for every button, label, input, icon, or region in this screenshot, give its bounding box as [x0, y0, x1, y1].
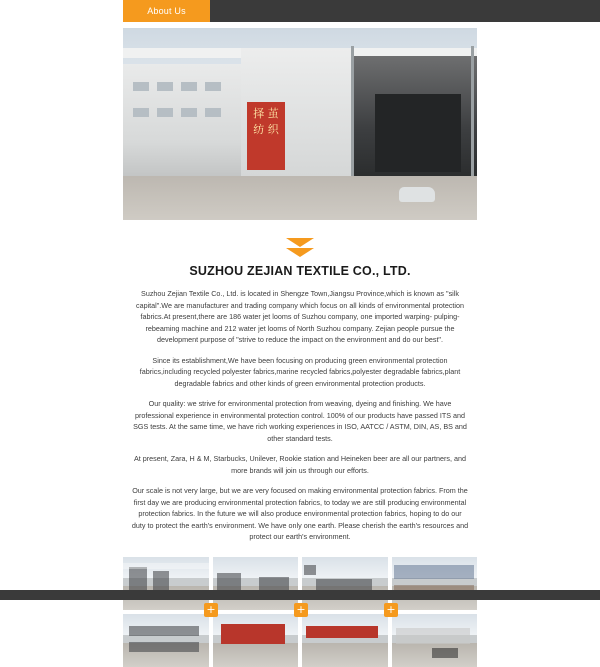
- about-text: [131, 288, 469, 543]
- header-bar: [0, 0, 600, 22]
- paragraph-1: Suzhou Zejian Textile Co., Ltd. is located in Shengze Town,Jiangsu Province,which is known as "silk capital".We are manufacturer and trading company which focus on all kinds of environmental protection fabrics.At present,there are 186 water jet looms of Suzhou company, one imported warping- pulping-rebeaming machine and 212 water jet looms of North Suzhou company. Zejian people pursue the development purpose of "strive to reduce the impact on the environment and do our best".: [135, 289, 465, 344]
- gallery-plus-2[interactable]: +: [294, 603, 308, 617]
- hero-red-banner: 择 茧 纺 织: [247, 102, 285, 170]
- hero-pole-1: [351, 46, 354, 176]
- gallery-item-5[interactable]: [123, 614, 209, 667]
- paragraph-3: Our quality: we strive for environmental protection from weaving, dyeing and finishing. We have professional experience in environmental protection control. 100% of our products have passed ITS and SGS tests. At the same time, we have rich working experiences in ISO, AATCC / ASTM, DIN, AS, BS and other standard tests.: [133, 399, 467, 443]
- footer-bar: [0, 590, 600, 600]
- footer-accent: [123, 590, 210, 600]
- hero-pole-2: [471, 46, 474, 176]
- page-title: SUZHOU ZEJIAN TEXTILE CO., LTD.: [189, 264, 411, 278]
- tab-about-us[interactable]: About Us: [123, 0, 210, 22]
- header-left-spacer: [0, 0, 123, 22]
- hero-vehicle: [399, 187, 435, 202]
- gallery-plus-1[interactable]: +: [204, 603, 218, 617]
- paragraph-5: Our scale is not very large, but we are very focused on making environmental protection fabrics. From the first day we are producing environmental protection fabrics, to today we are still producing environmental protection fabrics. In the future we will also produce environmental protection fabrics, hoping to do our duty to protect the earth's environment. We have only one earth. Please cherish the earth's resources and protect our earth's environment.: [131, 486, 469, 541]
- hero-building-left: [123, 64, 242, 176]
- paragraph-2: Since its establishment,We have been focusing on producing green environmental protection fabrics,including recycled polyester fabrics,marine recycled fabrics,polyester degradable fabrics,plant degradable fabrics and other kinds of green environmental protection products.: [139, 355, 461, 388]
- gallery-item-7[interactable]: [302, 614, 388, 667]
- gallery-item-2[interactable]: [213, 557, 299, 610]
- gallery-item-1[interactable]: [123, 557, 209, 610]
- header-dark-strip: [210, 0, 600, 22]
- photo-gallery: [123, 557, 477, 667]
- hero-open-door: [375, 94, 461, 172]
- gallery-item-6[interactable]: [213, 614, 299, 667]
- gallery-item-8[interactable]: [392, 614, 478, 667]
- gallery-plus-3[interactable]: +: [384, 603, 398, 617]
- section-divider: [0, 238, 600, 258]
- double-chevron-icon: [286, 238, 314, 258]
- hero-image: [123, 28, 477, 220]
- gallery-item-3[interactable]: [302, 557, 388, 610]
- paragraph-4: At present, Zara, H & M, Starbucks, Unilever, Rookie station and Heineken beer are all our partners, and more brands will join us through our efforts.: [134, 454, 466, 475]
- gallery-item-4[interactable]: [392, 557, 478, 610]
